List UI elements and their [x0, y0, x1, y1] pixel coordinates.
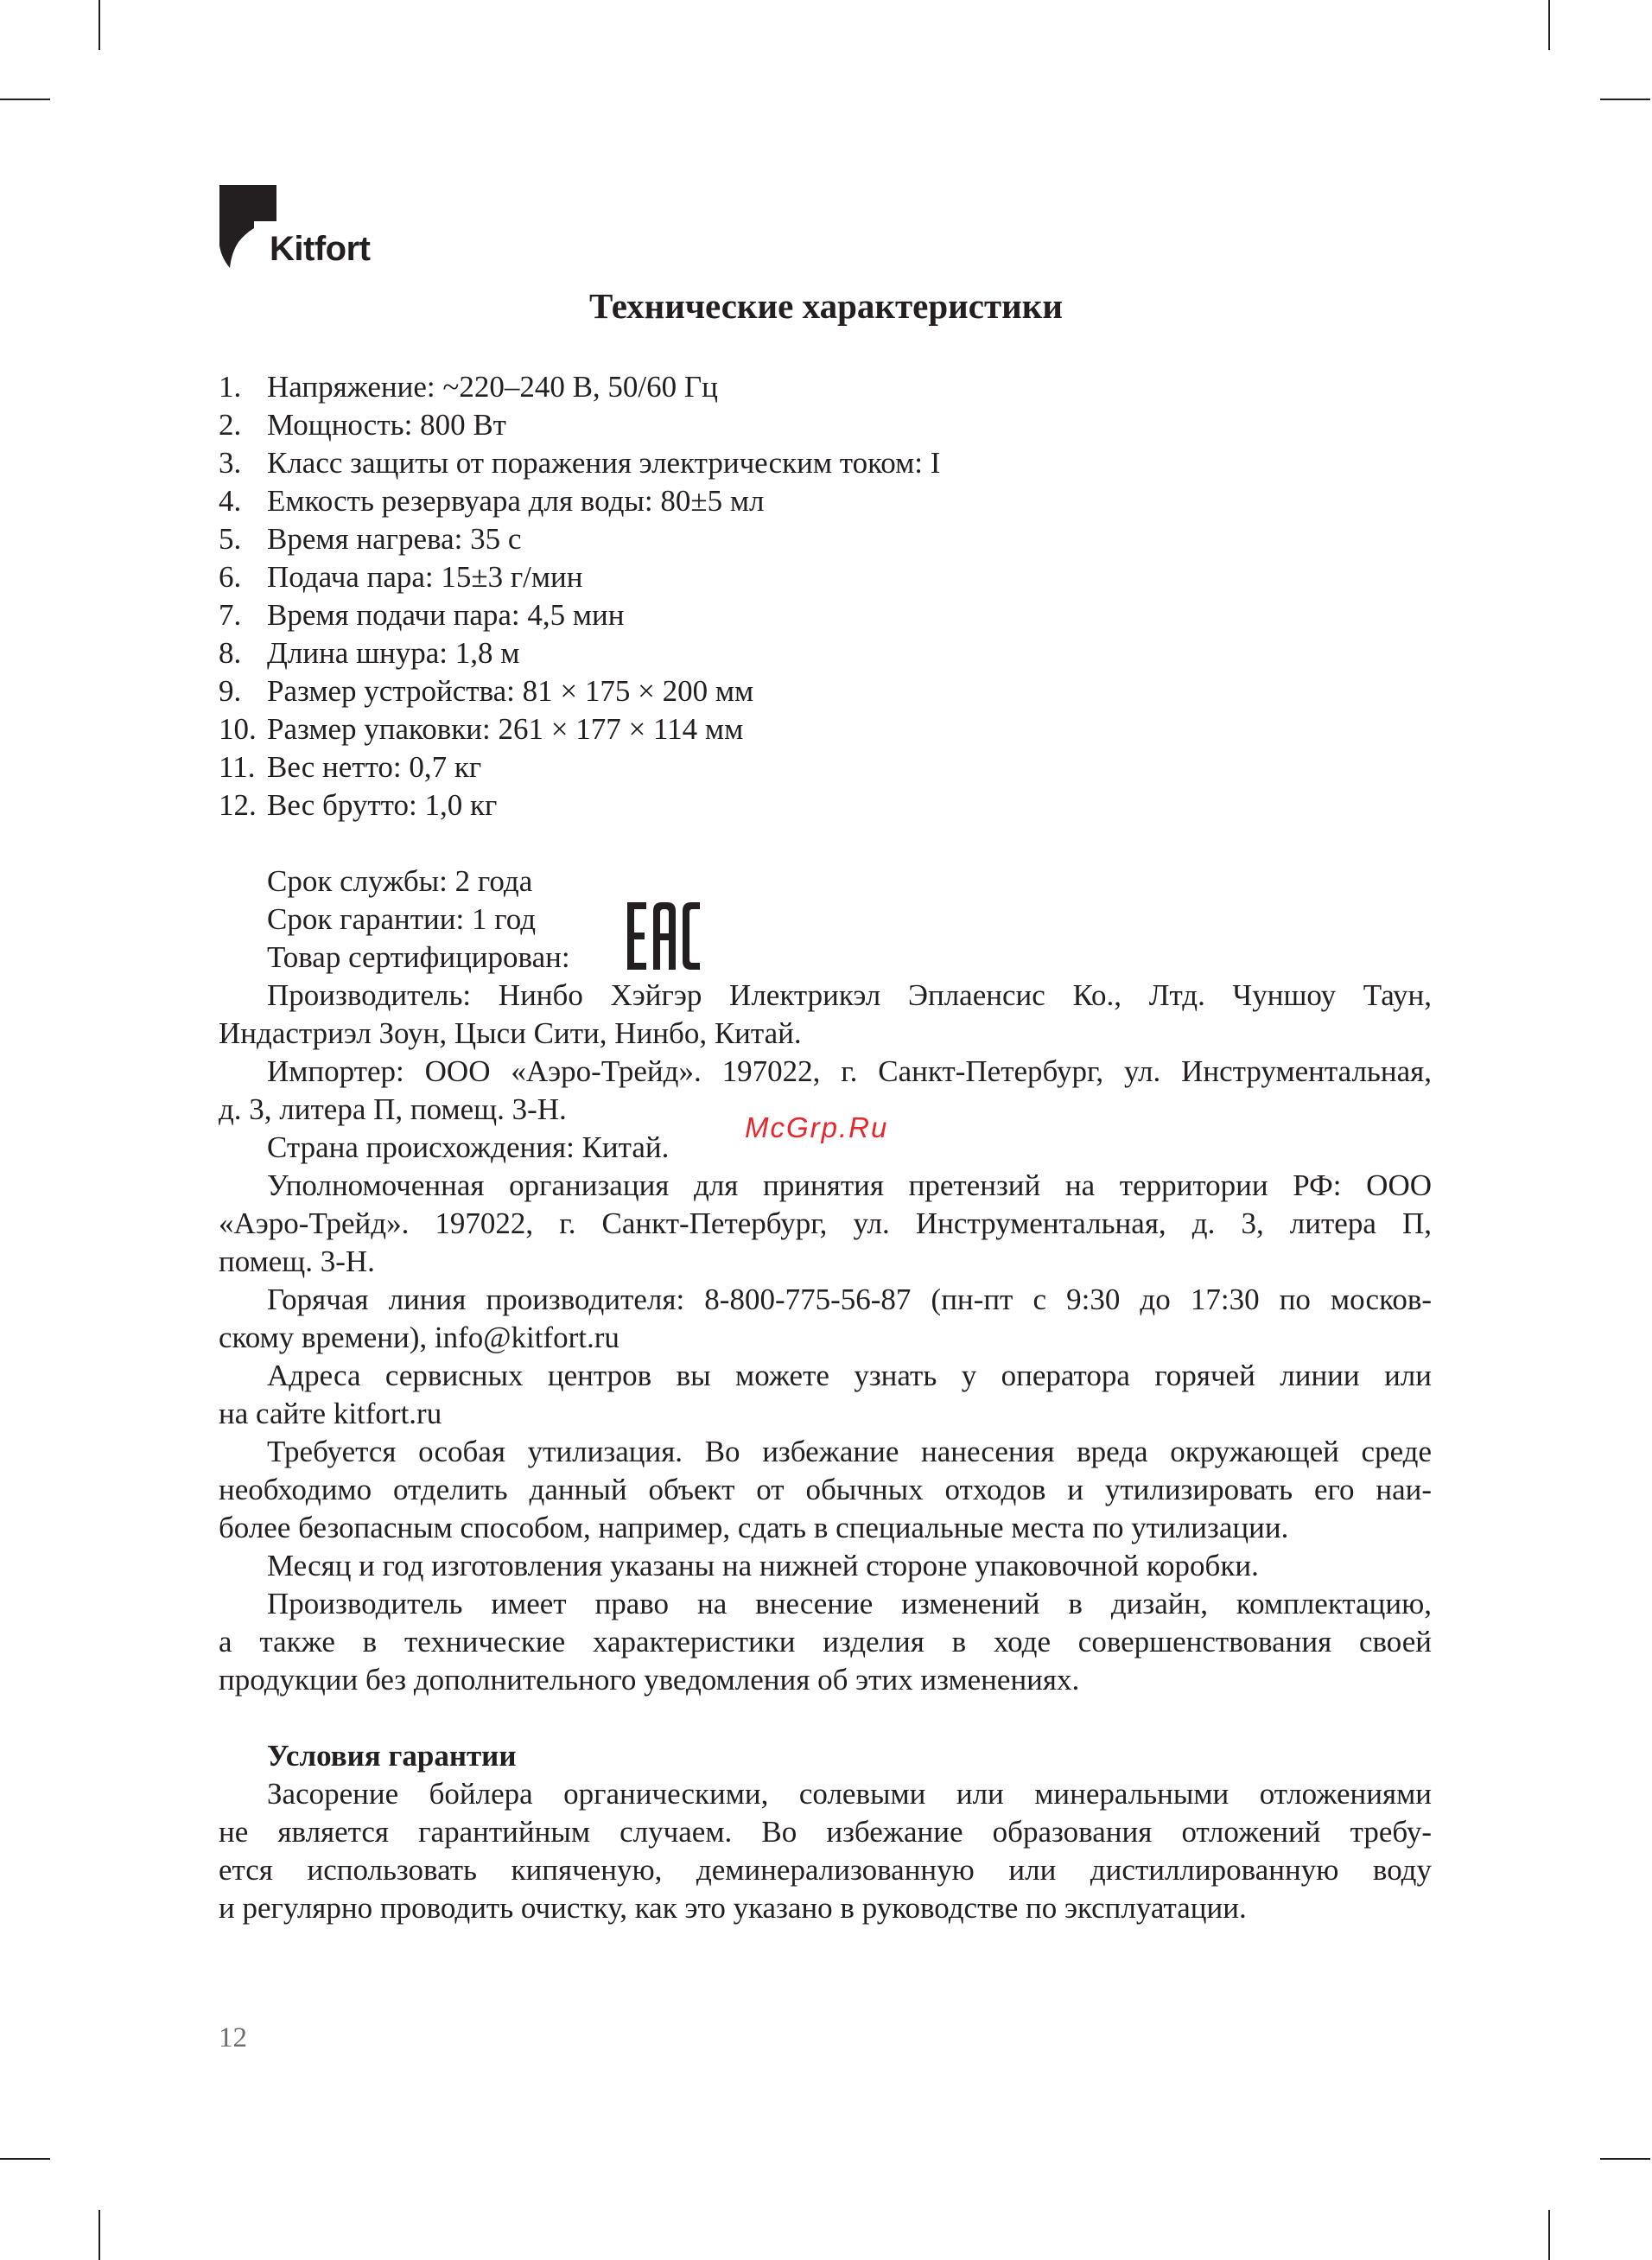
- spec-number: 4.: [219, 484, 242, 518]
- crop-mark: [1548, 2210, 1550, 2260]
- manufacturer-line: Производитель: Нинбо Хэйгэр Илектрикэл Эплаенсис Ко., Лтд. Чуншоу Таун,: [267, 978, 1432, 1012]
- spec-number: 3.: [219, 446, 242, 480]
- crop-mark: [1548, 0, 1550, 50]
- kitfort-logo: [219, 185, 384, 271]
- spec-item: [219, 596, 940, 634]
- spec-number: 2.: [219, 408, 242, 442]
- info-section: [219, 863, 1432, 1927]
- service-centers-line: на сайте kitfort.ru: [219, 1397, 442, 1430]
- spec-text: Мощность: 800 Вт: [267, 408, 506, 442]
- page-title: Технические характеристики: [589, 286, 1063, 326]
- crop-mark: [98, 2210, 100, 2260]
- spec-item: [219, 710, 940, 748]
- authorized-org-line: помещ. 3-Н.: [219, 1245, 375, 1278]
- manufacturer-line: Индастриэл Зоун, Цыси Сити, Нинбо, Китай.: [219, 1016, 802, 1050]
- crop-mark: [1600, 99, 1650, 100]
- importer-line: д. 3, литера П, помещ. 3-Н.: [219, 1092, 567, 1126]
- brand-name: Kitfort: [270, 230, 371, 268]
- service-life: Срок службы: 2 года: [267, 864, 533, 898]
- hotline-line: скому времени), info@kitfort.ru: [219, 1321, 620, 1354]
- spacer: [219, 1699, 1432, 1737]
- spec-text: Длина шнура: 1,8 м: [267, 636, 520, 670]
- crop-mark: [1600, 2158, 1650, 2160]
- changes-line: продукции без дополнительного уведомления об этих изменениях.: [219, 1663, 1080, 1697]
- spec-number: 8.: [219, 636, 242, 670]
- spec-list: [219, 368, 940, 824]
- spec-number: 11.: [219, 750, 256, 784]
- spec-number: 12.: [219, 788, 257, 822]
- spec-number: 9.: [219, 674, 242, 708]
- spec-item: [219, 672, 940, 710]
- service-centers-line: Адреса сервисных центров вы можете узнать у оператора горячей линии или: [267, 1359, 1432, 1392]
- warranty-title: Условия гарантии: [267, 1739, 517, 1773]
- authorized-org-line: Уполномоченная организация для принятия претензий на территории РФ: ООО: [267, 1168, 1432, 1202]
- spec-text: Вес нетто: 0,7 кг: [267, 750, 482, 784]
- changes-line: Производитель имеет право на внесение изменений в дизайн, комплектацию,: [267, 1587, 1432, 1620]
- spec-text: Размер упаковки: 261 × 177 × 114 мм: [267, 712, 744, 746]
- spec-number: 7.: [219, 598, 242, 632]
- warranty-period: Срок гарантии: 1 год: [267, 902, 537, 936]
- spec-item: [219, 520, 940, 558]
- eac-mark-icon: [627, 902, 700, 970]
- spec-text: Подача пара: 15±3 г/мин: [267, 560, 583, 594]
- importer-line: Импортер: ООО «Аэро-Трейд». 197022, г. Санкт-Петербург, ул. Инструментальная,: [267, 1054, 1432, 1088]
- warranty-text-line: ется использовать кипяченую, деминерализованную или дистиллированную воду: [219, 1853, 1432, 1887]
- crop-mark: [0, 2158, 50, 2160]
- warranty-text-line: и регулярно проводить очистку, как это указано в руководстве по эксплуатации.: [219, 1891, 1247, 1925]
- disposal-line: необходимо отделить данный объект от обычных отходов и утилизировать его наи-: [219, 1473, 1432, 1506]
- spec-text: Время нагрева: 35 с: [267, 522, 522, 556]
- spec-text: Класс защиты от поражения электрическим током: I: [267, 446, 941, 480]
- hotline-line: Горячая линия производителя: 8-800-775-56-87 (пн-пт с 9:30 до 17:30 по москов-: [267, 1283, 1432, 1316]
- certified-label: Товар сертифицирован:: [267, 940, 570, 974]
- warranty-text-line: Засорение бойлера органическими, солевыми или минеральными отложениями: [267, 1777, 1432, 1811]
- spec-text: Размер устройства: 81 × 175 × 200 мм: [267, 674, 754, 708]
- authorized-org-line: «Аэро-Трейд». 197022, г. Санкт-Петербург, ул. Инструментальная, д. 3, литера П,: [219, 1206, 1432, 1240]
- spec-number: 6.: [219, 560, 242, 594]
- spec-item: [219, 634, 940, 672]
- spec-text: Вес брутто: 1,0 кг: [267, 788, 498, 822]
- spec-item: [219, 444, 940, 482]
- spec-item: [219, 368, 940, 406]
- watermark: McGrp.Ru: [745, 1111, 889, 1143]
- spec-text: Емкость резервуара для воды: 80±5 мл: [267, 484, 765, 518]
- spec-item: [219, 786, 940, 824]
- spec-item: [219, 406, 940, 444]
- kitfort-logo-icon: [219, 185, 276, 268]
- spec-item: [219, 748, 940, 786]
- spec-item: [219, 558, 940, 596]
- crop-mark: [98, 0, 100, 50]
- spec-number: 5.: [219, 522, 242, 556]
- spec-number: 1.: [219, 370, 242, 404]
- crop-mark: [0, 99, 50, 100]
- spec-text: Время подачи пара: 4,5 мин: [267, 598, 625, 632]
- disposal-line: более безопасным способом, например, сдать в специальные места по утилизации.: [219, 1511, 1289, 1544]
- page-number: 12: [219, 2022, 247, 2053]
- changes-line: а также в технические характеристики изделия в ходе совершенствования своей: [219, 1625, 1432, 1658]
- spec-number: 10.: [219, 712, 257, 746]
- manufacture-date: Месяц и год изготовления указаны на нижней стороне упаковочной коробки.: [267, 1549, 1259, 1582]
- spec-item: [219, 482, 940, 520]
- disposal-line: Требуется особая утилизация. Во избежание нанесения вреда окружающей среде: [267, 1435, 1432, 1468]
- warranty-text-line: не является гарантийным случаем. Во избежание образования отложений требу-: [219, 1815, 1432, 1849]
- origin-country: Страна происхождения: Китай.: [267, 1130, 670, 1164]
- spec-text: Напряжение: ~220–240 В, 50/60 Гц: [267, 370, 718, 404]
